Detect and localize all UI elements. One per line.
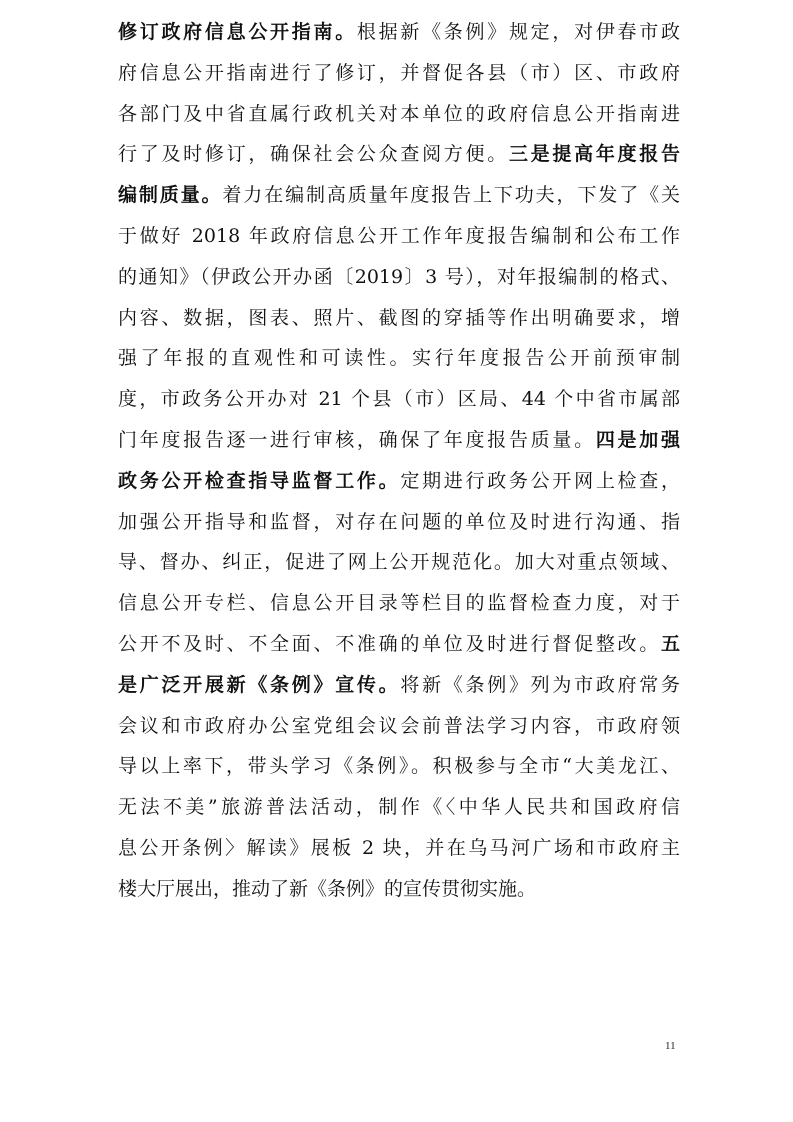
bold-heading-text: 五 — [660, 632, 680, 655]
text-segment: 导以上率下，带头学习《条例》。积极参与全市“大美龙江、 — [118, 755, 680, 778]
bold-heading-text: 三是提高年度报告 — [508, 143, 680, 166]
text-segment: 将新《条例》列为市政府常务 — [400, 673, 680, 696]
text-line — [118, 828, 680, 869]
text-line — [118, 746, 680, 787]
text-line — [118, 216, 680, 257]
text-segment: 着力在编制高质量年度报告上下功夫，下发了《关 — [222, 184, 680, 207]
text-segment: 于做好 2018 年政府信息公开工作年度报告编制和公布工作 — [118, 224, 680, 247]
text-line — [118, 624, 680, 665]
text-segment: 楼大厅展出，推动了新《条例》的宣传贯彻实施。 — [118, 877, 537, 900]
text-segment: 的通知》（伊政公开办函〔2019〕3 号），对年报编制的格式、 — [118, 265, 680, 288]
text-line — [118, 175, 680, 216]
text-line — [118, 502, 680, 543]
text-segment: 公开不及时、不全面、不准确的单位及时进行督促整改。 — [118, 632, 661, 655]
text-line — [118, 257, 680, 298]
text-line — [118, 420, 680, 461]
text-segment: 导、督办、纠正，促进了网上公开规范化。加大对重点领域、 — [118, 551, 680, 574]
text-segment: 加强公开指导和监督，对存在问题的单位及时进行沟通、指 — [118, 510, 680, 533]
text-segment: 强了年报的直观性和可读性。实行年度报告公开前预审制 — [118, 347, 680, 370]
text-segment: 信息公开专栏、信息公开目录等栏目的监督检查力度，对于 — [118, 592, 680, 615]
text-segment: 定期进行政务公开网上检查， — [400, 469, 680, 492]
text-segment: 府信息公开指南进行了修订，并督促各县（市）区、市政府 — [118, 61, 680, 84]
page-number: 11 — [665, 1040, 676, 1052]
text-segment: 度，市政务公开办对 21 个县（市）区局、44 个中省市属部 — [118, 388, 680, 411]
text-segment: 行了及时修订，确保社会公众查阅方便。 — [118, 143, 509, 166]
text-line — [118, 869, 680, 910]
text-line — [118, 542, 680, 583]
body-paragraph — [118, 12, 680, 910]
text-segment: 息公开条例〉解读》展板 2 块，并在乌马河广场和市政府主 — [118, 836, 680, 859]
text-line — [118, 94, 680, 135]
text-line — [118, 338, 680, 379]
text-segment: 内容、数据，图表、照片、截图的穿插等作出明确要求，增 — [118, 306, 680, 329]
text-line — [118, 461, 680, 502]
text-line — [118, 787, 680, 828]
text-line — [118, 583, 680, 624]
text-line — [118, 53, 680, 94]
bold-heading-text: 是广泛开展新《条例》宣传。 — [118, 673, 401, 696]
text-line — [118, 12, 680, 53]
text-segment: 会议和市政府办公室党组会议会前普法学习内容，市政府领 — [118, 714, 680, 737]
text-segment: 各部门及中省直属行政机关对本单位的政府信息公开指南进 — [118, 102, 680, 125]
bold-heading-text: 四是加强 — [595, 428, 680, 451]
text-line — [118, 706, 680, 747]
bold-heading-text: 政务公开检查指导监督工作。 — [118, 469, 401, 492]
bold-heading-text: 编制质量。 — [118, 184, 223, 207]
text-segment: 根据新《条例》规定，对伊春市政 — [356, 21, 680, 43]
text-line — [118, 379, 680, 420]
text-segment: 无法不美”旅游普法活动，制作《〈中华人民共和国政府信 — [118, 796, 680, 819]
text-segment: 门年度报告逐一进行审核，确保了年度报告质量。 — [118, 428, 596, 451]
text-line — [118, 665, 680, 706]
text-line — [118, 298, 680, 339]
bold-heading-text: 修订政府信息公开指南。 — [118, 21, 357, 43]
text-line — [118, 134, 680, 175]
